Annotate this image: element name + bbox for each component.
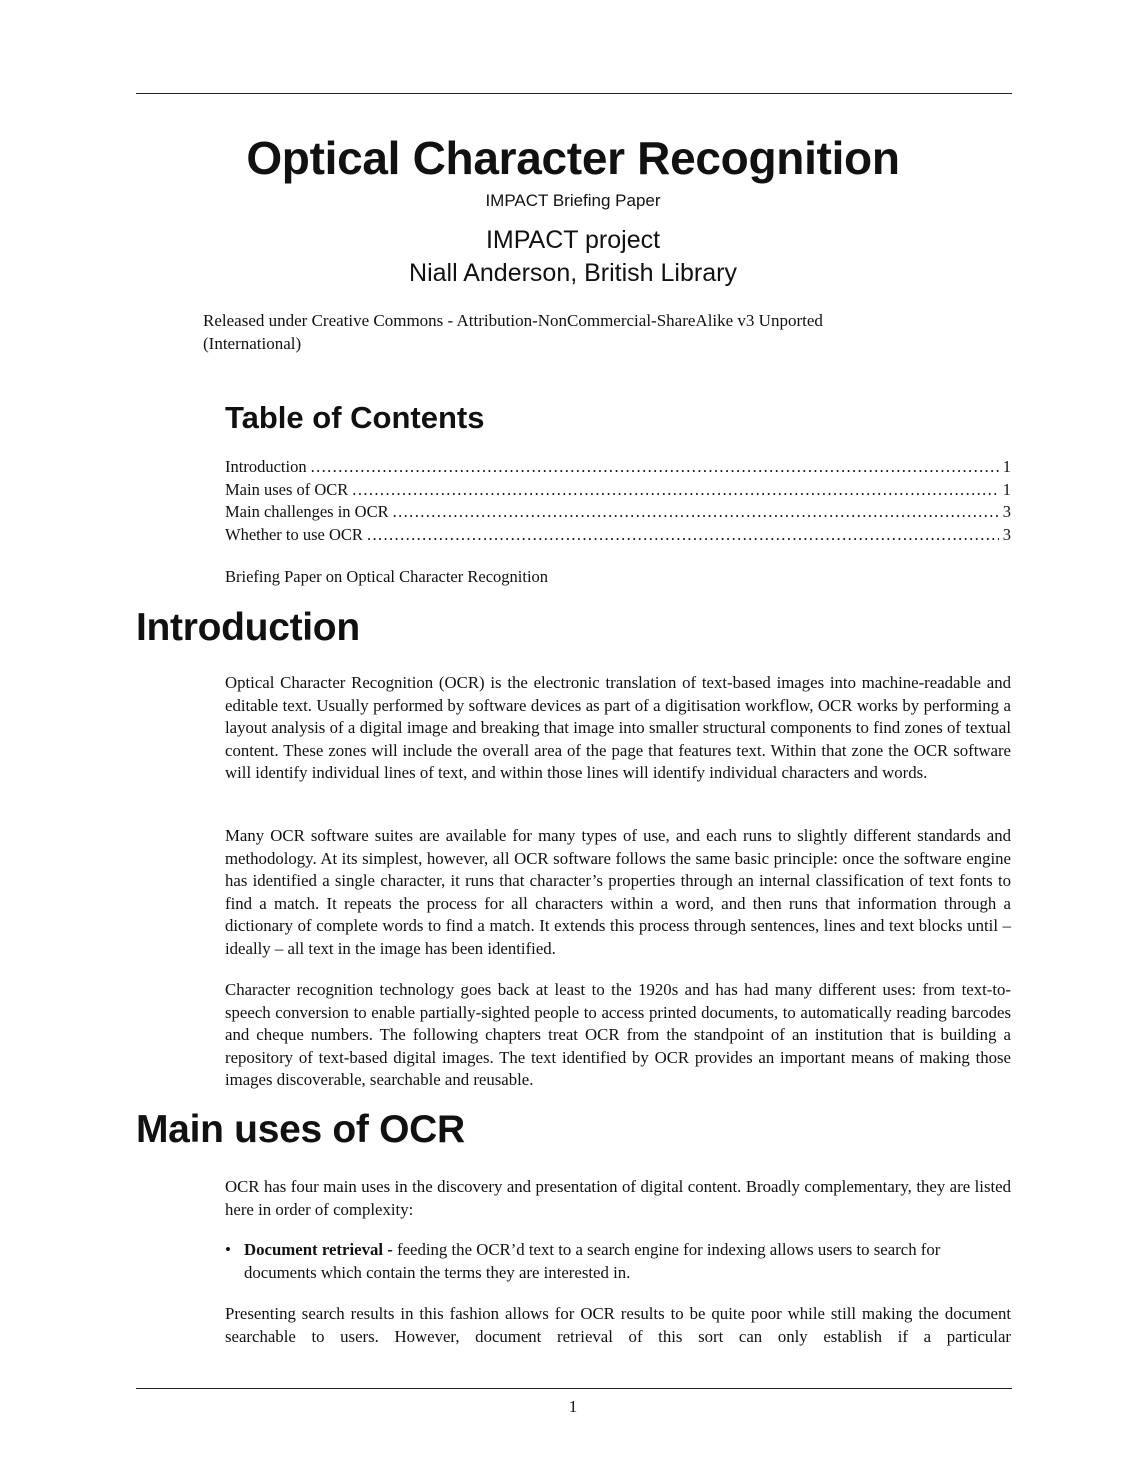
section-heading-main-uses: Main uses of OCR	[136, 1108, 465, 1151]
list-item-document-retrieval	[225, 1239, 1011, 1284]
bottom-rule	[136, 1388, 1012, 1389]
toc-entry-introduction[interactable]	[225, 456, 1011, 479]
toc-entry-main-uses[interactable]	[225, 479, 1011, 502]
briefing-note: Briefing Paper on Optical Character Recognition	[225, 567, 549, 586]
toc-entry-label[interactable]: Main uses of OCR	[225, 479, 349, 499]
toc-leader-dots	[352, 479, 998, 502]
intro-paragraph-3: Character recognition technology goes back at least to the 1920s and has had many different uses: from text-to-speech conversion to enable partially-sighted people to access printed documents, to automatically reading barcodes and cheque numbers. The following chapters treat OCR from the standpoint of an institution that is building a repository of text-based digital images. The text identified by OCR provides an important means of making those images discoverable, searchable and reusable.	[225, 980, 1011, 1090]
toc-leader-dots	[367, 524, 999, 547]
project-name: IMPACT project	[485, 226, 661, 254]
bullet-term: Document retrieval -	[244, 1240, 393, 1259]
toc-heading: Table of Contents	[225, 400, 485, 435]
toc-entry-page: 1	[1002, 457, 1011, 476]
main-uses-after-paragraph: Presenting search results in this fashion allows for OCR results to be quite poor while still making the document searchable to users. However, document retrieval of this sort can only establish if a particular	[225, 1304, 1011, 1346]
document-subtitle: IMPACT Briefing Paper	[485, 191, 661, 210]
bullet-icon: •	[225, 1240, 231, 1259]
section-heading-introduction: Introduction	[136, 606, 360, 649]
document-title: Optical Character Recognition	[246, 132, 900, 184]
toc-entry-label[interactable]: Introduction	[225, 457, 307, 476]
toc-entry-page: 3	[1002, 524, 1011, 544]
license-notice: Released under Creative Commons - Attribution-NonCommercial-ShareAlike v3 Unported (International)	[203, 311, 823, 353]
author-line: Niall Anderson, British Library	[409, 259, 737, 287]
intro-paragraph-2: Many OCR software suites are available for many types of use, and each runs to slightly different standards and methodology. At its simplest, however, all OCR software follows the same basic principle: once the software engine has identified a single character, it runs that character’s properties through an internal classification of text fonts to find a match. It repeats the process for all characters within a word, and then runs that information through a dictionary of complete words to find a match. It extends this process through sentences, lines and text blocks until – ideally – all text in the image has been identified.	[225, 826, 1011, 958]
toc-entry-main-challenges[interactable]	[225, 501, 1011, 524]
toc-leader-dots	[393, 501, 999, 524]
main-uses-intro: OCR has four main uses in the discovery and presentation of digital content. Broadly complementary, they are listed here in order of complexity:	[225, 1177, 1011, 1219]
bullet-text: feeding the OCR’d text to a search engine for indexing allows users to search for documents which contain the terms they are interested in.	[244, 1240, 941, 1282]
toc-entry-label[interactable]: Whether to use OCR	[225, 524, 363, 544]
page-number: 1	[568, 1397, 578, 1416]
top-rule	[136, 93, 1012, 94]
intro-paragraph-1: Optical Character Recognition (OCR) is the electronic translation of text-based images into machine-readable and editable text. Usually performed by software devices as part of a digitisation workflow, OCR works by performing a layout analysis of a digital image and breaking that image into smaller structural components to find zones of textual content. These zones will include the overall area of the page that features text. Within that zone the OCR software will identify individual lines of text, and within those lines will identify individual characters and words.	[225, 673, 1011, 783]
toc-entry-label[interactable]: Main challenges in OCR	[225, 502, 389, 521]
toc-entry-whether-to-use[interactable]	[225, 524, 1011, 547]
toc-entry-page: 1	[1002, 479, 1011, 499]
toc-entry-page: 3	[1002, 502, 1011, 521]
table-of-contents	[225, 456, 1011, 546]
toc-leader-dots	[311, 456, 999, 479]
